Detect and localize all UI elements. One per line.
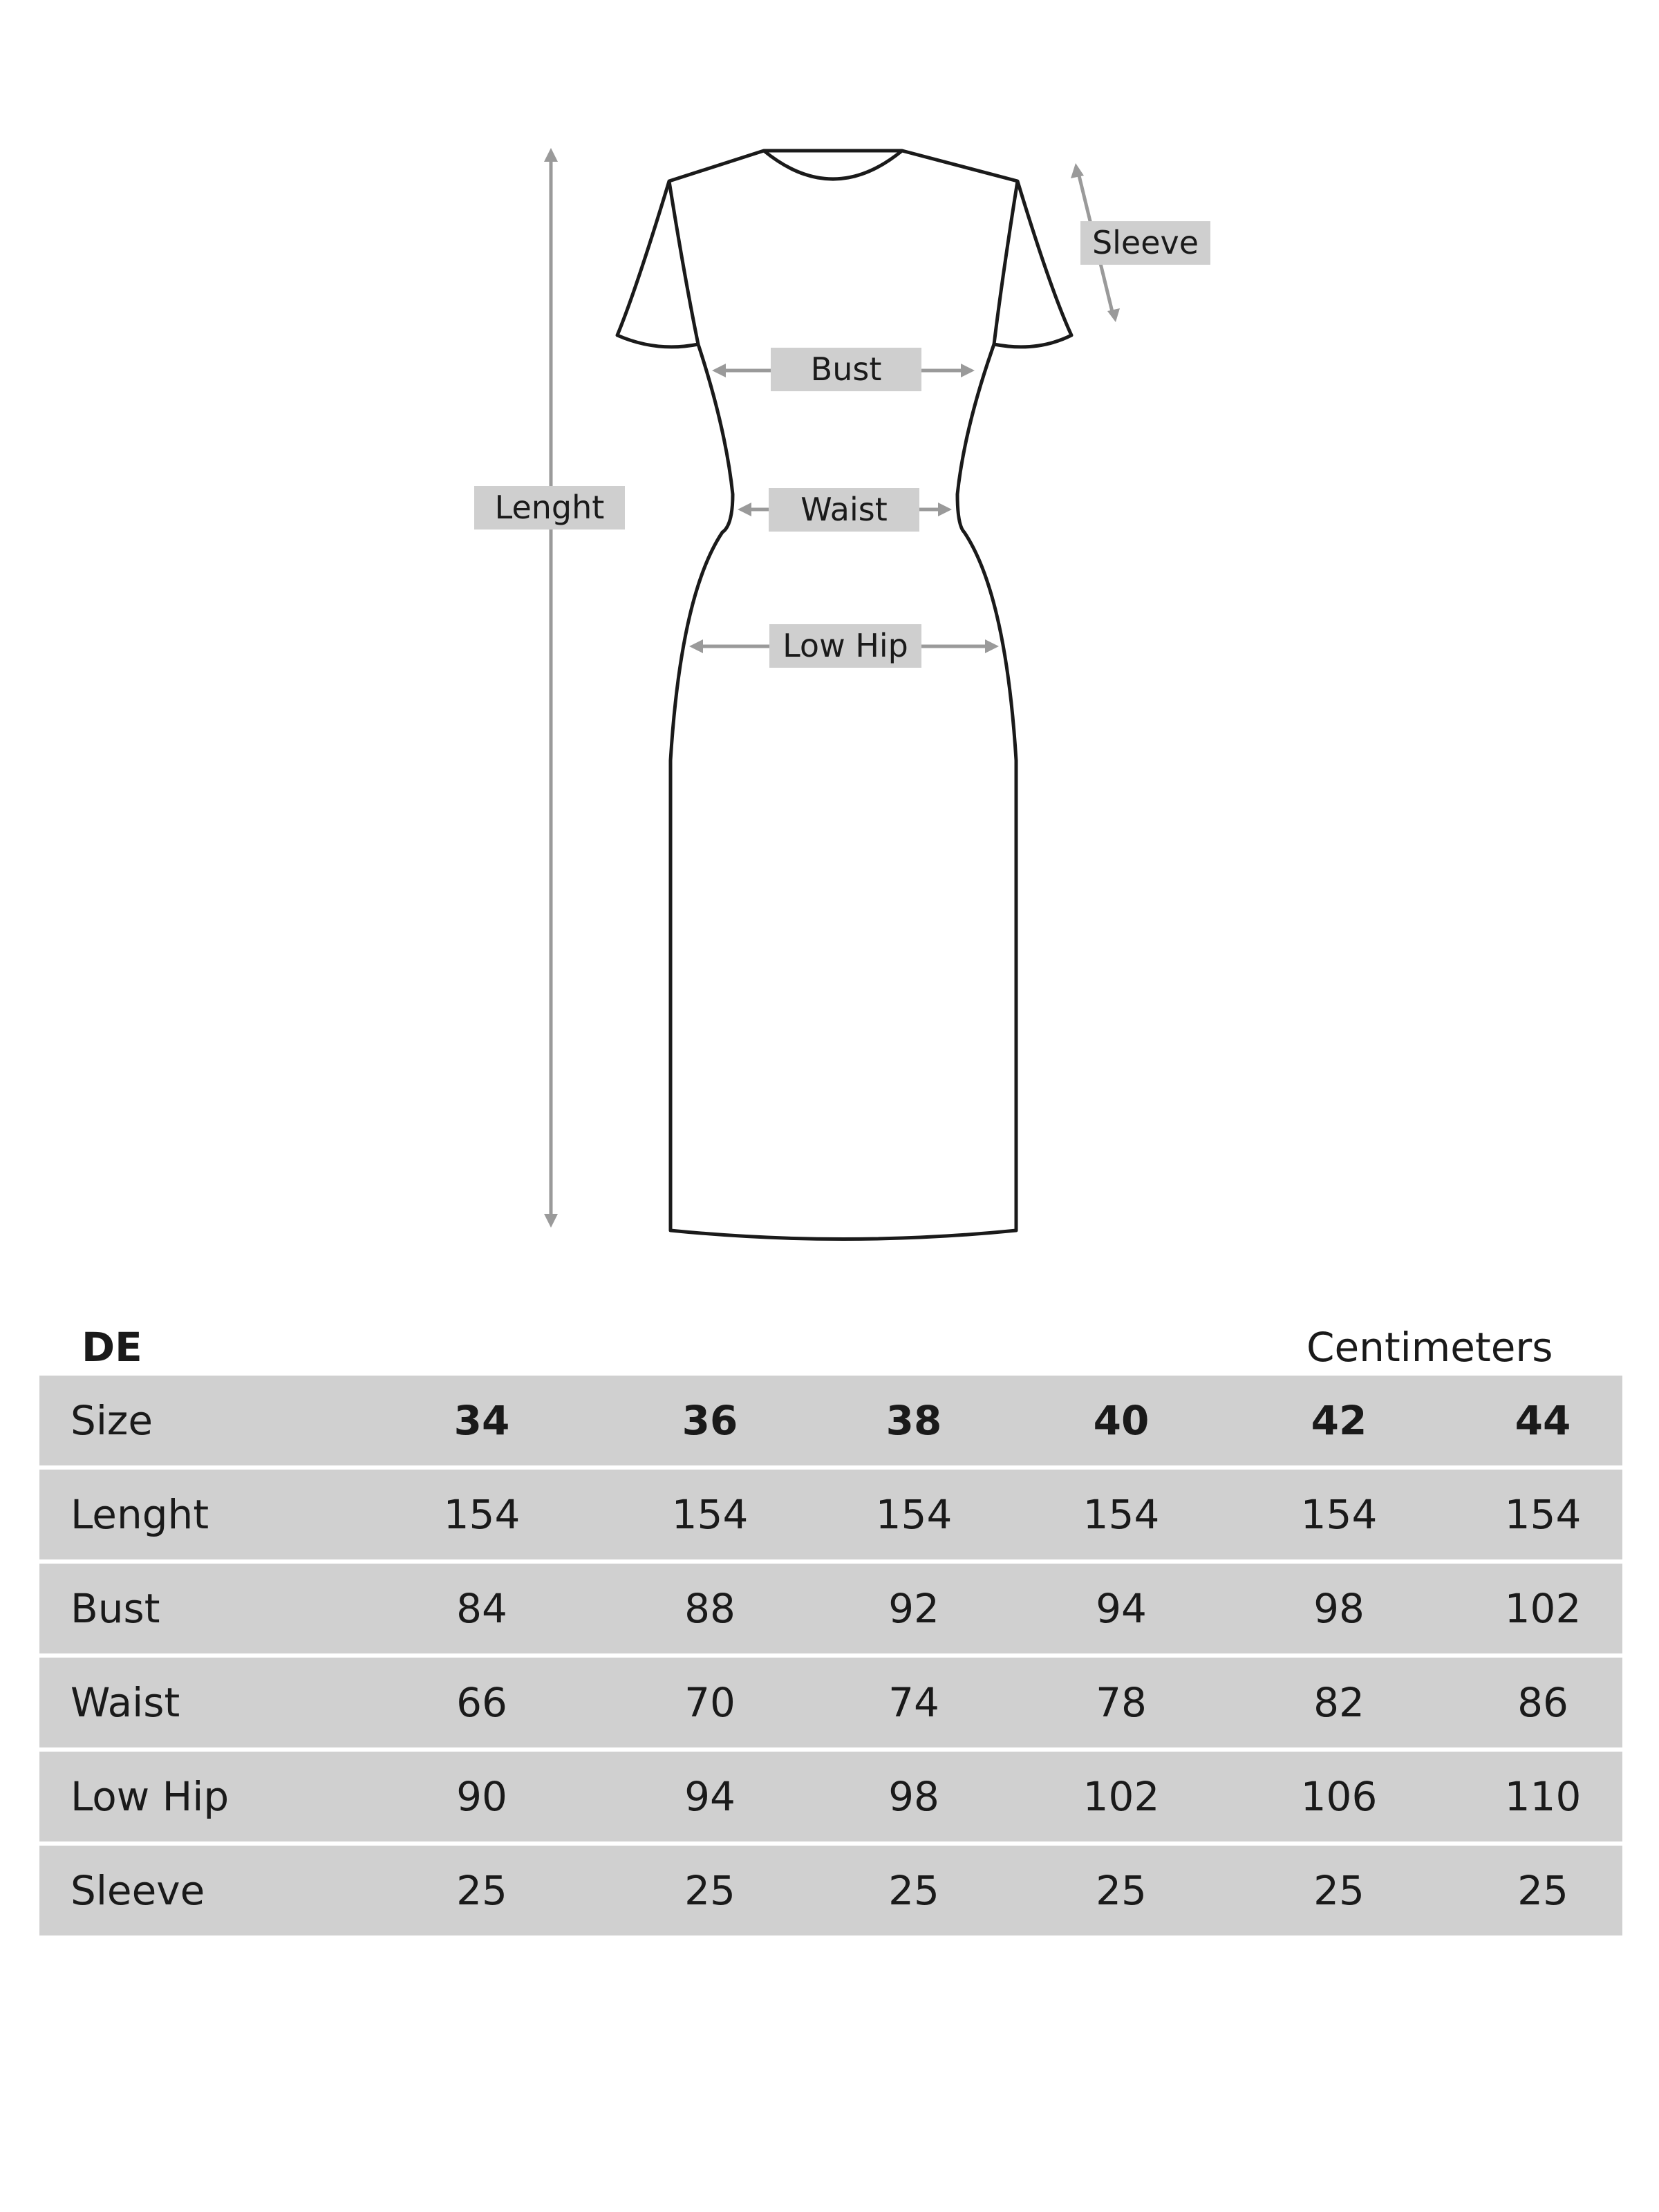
unit-label: Centimeters (1306, 1324, 1553, 1371)
row-label: Low Hip (71, 1773, 229, 1820)
size-value: 40 (1093, 1397, 1150, 1444)
size-value: 34 (453, 1397, 510, 1444)
table-cell: 154 (1082, 1491, 1160, 1538)
sleeve-arrow-head-top (1071, 163, 1084, 178)
table-cell: 86 (1517, 1679, 1568, 1726)
sleeve-arrow-head-bottom (1107, 308, 1120, 322)
bust-label: Bust (810, 350, 882, 388)
table-cell: 25 (1517, 1867, 1568, 1914)
table-cell: 154 (671, 1491, 749, 1538)
table-row (39, 1658, 1622, 1747)
size-value: 38 (885, 1397, 942, 1444)
row-label: Lenght (71, 1491, 209, 1538)
table-row (39, 1846, 1622, 1936)
table-cell: 154 (1300, 1491, 1378, 1538)
table-cell: 90 (456, 1773, 507, 1820)
table-cell: 154 (443, 1491, 521, 1538)
table-cell: 102 (1082, 1773, 1160, 1820)
table-cell: 102 (1504, 1585, 1582, 1632)
sleeve-label: Sleeve (1091, 224, 1199, 261)
table-cell: 70 (684, 1679, 735, 1726)
row-label: Sleeve (71, 1867, 205, 1914)
table-cell: 94 (1096, 1585, 1147, 1632)
size-value: 42 (1311, 1397, 1367, 1444)
table-cell: 154 (1504, 1491, 1582, 1538)
table-cell: 94 (684, 1773, 735, 1820)
table-cell: 74 (888, 1679, 939, 1726)
table-cell: 106 (1300, 1773, 1378, 1820)
table-cell: 78 (1096, 1679, 1147, 1726)
waist-label: Waist (800, 491, 888, 528)
length-arrow-head-top (544, 148, 558, 162)
size-value: 36 (682, 1397, 738, 1444)
size-table (39, 1376, 1622, 1940)
length-arrow-head-bottom (544, 1214, 558, 1228)
table-cell: 25 (888, 1867, 939, 1914)
table-cell: 154 (875, 1491, 953, 1538)
row-label: Waist (71, 1679, 180, 1726)
length-label: Lenght (494, 489, 605, 526)
table-cell: 84 (456, 1585, 507, 1632)
table-row (39, 1564, 1622, 1653)
row-label: Size (71, 1397, 153, 1444)
table-header-row (39, 1376, 1622, 1465)
size-value: 44 (1515, 1397, 1571, 1444)
table-cell: 82 (1313, 1679, 1365, 1726)
table-row (39, 1470, 1622, 1559)
table-cell: 98 (888, 1773, 939, 1820)
table-cell: 25 (684, 1867, 735, 1914)
table-row (39, 1752, 1622, 1841)
table-cell: 88 (684, 1585, 735, 1632)
table-cell: 98 (1313, 1585, 1365, 1632)
region-label: DE (82, 1324, 142, 1371)
table-cell: 110 (1504, 1773, 1582, 1820)
table-cell: 92 (888, 1585, 939, 1632)
low-hip-label: Low Hip (782, 627, 908, 664)
table-cell: 25 (456, 1867, 507, 1914)
row-label: Bust (71, 1585, 160, 1632)
dress-outline (617, 151, 1071, 1239)
table-cell: 25 (1096, 1867, 1147, 1914)
table-cell: 25 (1313, 1867, 1365, 1914)
table-cell: 66 (456, 1679, 507, 1726)
